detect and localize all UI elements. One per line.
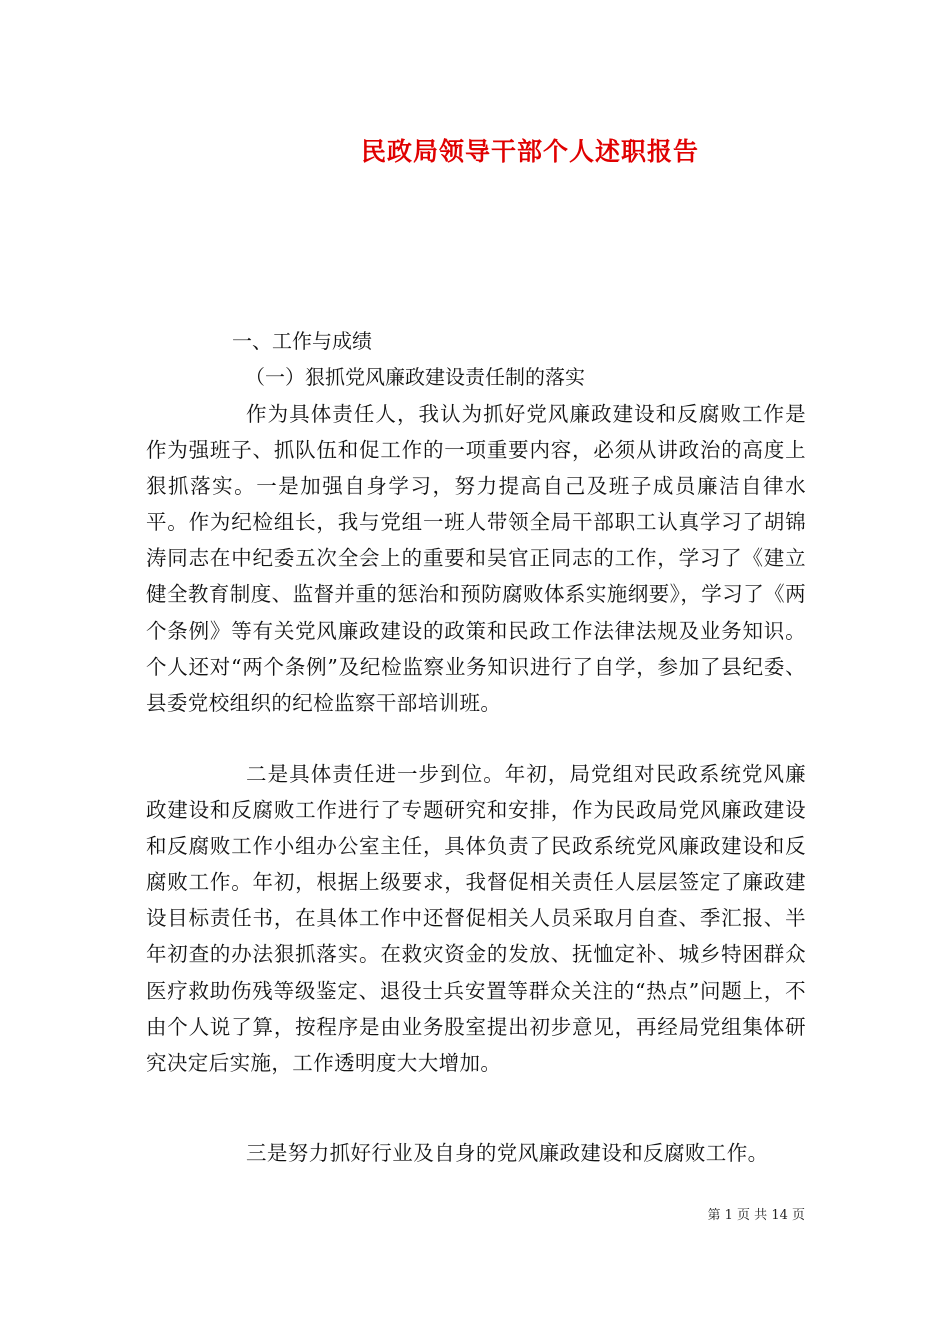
- paragraph-2: 二是具体责任进一步到位。年初，局党组对民政系统党风廉政建设和反腐败工作进行了专题研究和安排，作为民政局党风廉政建设和反腐败工作小组办公室主任，具体负责了民政系统党风廉政建设和反腐败工作。年初，根据上级要求，我督促相关责任人层层签定了廉政建设目标责任书，在具体工作中还督促相关人员采取月自查、季汇报、半年初查的办法狠抓落实。在救灾资金的发放、抚恤定补、城乡特困群众医疗救助伤残等级鉴定、退役士兵安置等群众关注的“热点”问题上，不由个人说了算，按程序是由业务股室提出初步意见，再经局党组集体研究决定后实施，工作透明度大大增加。: [146, 762, 806, 1075]
- subsection-heading: （一）狠抓党风廉政建设责任制的落实: [245, 365, 585, 389]
- paragraph-3: 三是努力抓好行业及自身的党风廉政建设和反腐败工作。: [246, 1141, 769, 1165]
- document-title: 民政局领导干部个人述职报告: [360, 137, 699, 166]
- section-heading: 一、工作与成绩: [232, 329, 372, 353]
- paragraph-1: 作为具体责任人，我认为抓好党风廉政建设和反腐败工作是作为强班子、抓队伍和促工作的一项重要内容，必须从讲政治的高度上狠抓落实。一是加强自身学习，努力提高自己及班子成员廉洁自律水平。作为纪检组长，我与党组一班人带领全局干部职工认真学习了胡锦涛同志在中纪委五次全会上的重要和吴官正同志的工作，学习了《建立健全教育制度、监督并重的惩治和预防腐败体系实施纲要》，学习了《两个条例》等有关党风廉政建设的政策和民政工作法律法规及业务知识。个人还对“两个条例”及纪检监察业务知识进行了自学，参加了县纪委、县委党校组织的纪检监察干部培训班。: [146, 402, 806, 715]
- page-number-footer: 第 1 页 共 14 页: [707, 1208, 805, 1223]
